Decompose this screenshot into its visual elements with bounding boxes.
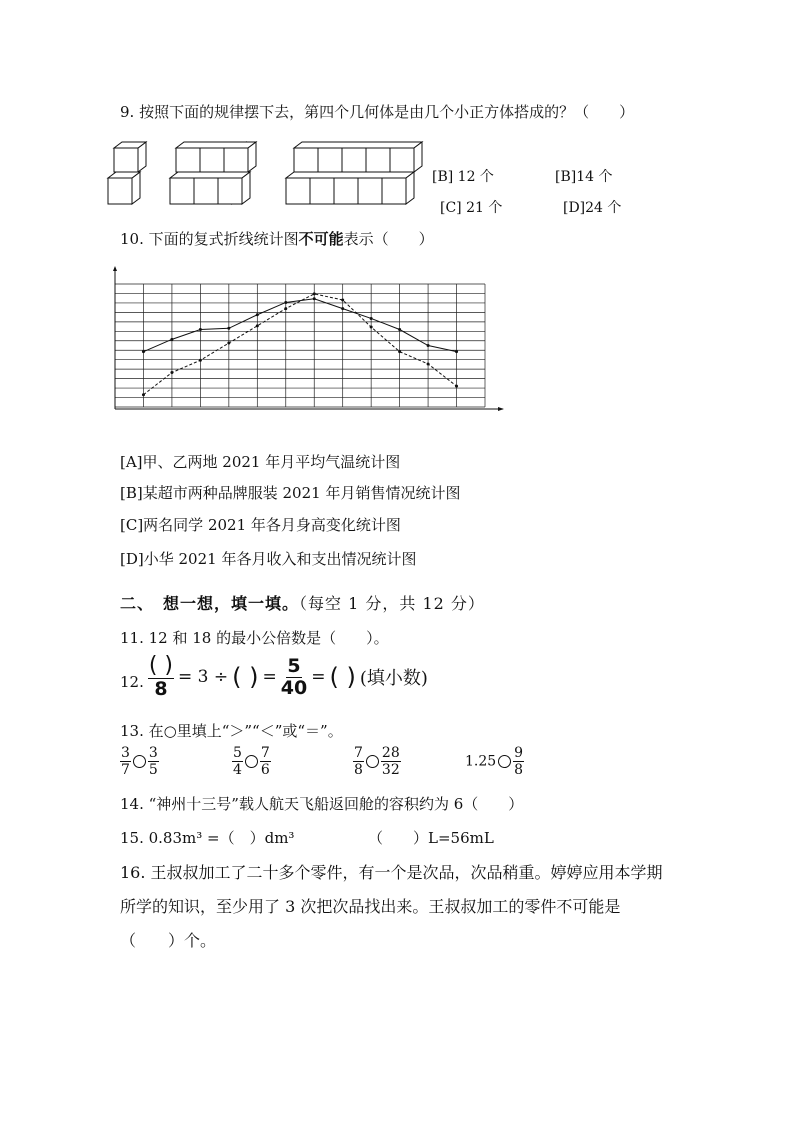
data-point bbox=[313, 292, 316, 295]
q12-note: (填小数) bbox=[359, 668, 428, 689]
q13-4-b-num: 9 bbox=[514, 745, 524, 761]
q12-label: 12. bbox=[120, 673, 144, 691]
q13-item-1 bbox=[120, 746, 159, 777]
q12-frac1-den: 8 bbox=[154, 678, 168, 700]
q13-1-b-den: 5 bbox=[148, 762, 158, 778]
data-point bbox=[256, 313, 259, 316]
q9-option-1[interactable]: [B] 12 个 bbox=[432, 169, 494, 185]
q13-2-a-den: 4 bbox=[233, 762, 242, 778]
q10-prefix: 10. 下面的复式折线统计图 bbox=[120, 230, 299, 248]
q12-fraction-2 bbox=[280, 654, 308, 699]
compare-circle-3[interactable] bbox=[366, 755, 379, 768]
data-point bbox=[284, 307, 287, 310]
q9-text: 9. 按照下面的规律摆下去，第四个几何体是由几个小正方体搭成的？（ ） bbox=[120, 103, 635, 121]
q12-frac1-num[interactable]: ( ) bbox=[148, 653, 174, 678]
data-point bbox=[142, 350, 145, 353]
q12-frac2-num: 5 bbox=[287, 654, 301, 677]
q16-line-3: （ ）个。 bbox=[120, 931, 217, 950]
q13-item-3 bbox=[353, 746, 401, 777]
q10-text bbox=[120, 228, 434, 249]
q10-suffix: 表示（ ） bbox=[343, 230, 434, 248]
data-point bbox=[398, 328, 401, 331]
q13-3-b-den: 32 bbox=[381, 762, 400, 778]
section-2-score: （每空 1 分，共 12 分） bbox=[299, 594, 485, 613]
q13-text: 13. 在○里填上“＞”“＜”或“＝”。 bbox=[120, 722, 343, 740]
section-2-title: 二、 想一想，填一填。 bbox=[120, 594, 300, 613]
data-point bbox=[256, 324, 259, 327]
q13-3-a-num: 7 bbox=[354, 745, 363, 761]
compare-circle-1[interactable] bbox=[133, 755, 146, 768]
data-point bbox=[427, 362, 430, 365]
q13-1-b-num: 3 bbox=[148, 745, 158, 761]
q12-blank-2[interactable]: ( ) bbox=[329, 663, 356, 691]
y-axis-arrow bbox=[113, 266, 117, 271]
data-point bbox=[284, 301, 287, 304]
q13-2-a-num: 5 bbox=[233, 745, 242, 761]
data-point bbox=[227, 327, 230, 330]
q13-3-a-den: 8 bbox=[354, 762, 363, 778]
q13-1-a-den: 7 bbox=[121, 762, 130, 778]
data-point bbox=[170, 338, 173, 341]
compound-line-chart bbox=[105, 262, 510, 417]
q12-eq2: = bbox=[262, 667, 277, 687]
q13-4-b-den: 8 bbox=[514, 762, 524, 778]
series-line-1 bbox=[143, 299, 456, 352]
q13-4-a: 1.25 bbox=[465, 753, 497, 770]
q12-blank-1[interactable]: ( ) bbox=[232, 663, 259, 691]
q9-cube-figures-main bbox=[0, 138, 440, 210]
q9-option-4[interactable]: [D]24 个 bbox=[563, 200, 622, 216]
q9-option-3[interactable]: [C] 21 个 bbox=[440, 200, 503, 216]
compare-circle-2[interactable] bbox=[245, 755, 258, 768]
q13-1-a-num: 3 bbox=[121, 745, 130, 761]
section-2-heading bbox=[120, 591, 485, 614]
q13-3-b-num: 28 bbox=[381, 745, 400, 761]
q10-option-a[interactable]: [A]甲、乙两地 2021 年月平均气温统计图 bbox=[120, 453, 401, 471]
q10-option-d[interactable]: [D]小华 2021 年各月收入和支出情况统计图 bbox=[120, 550, 417, 568]
data-point bbox=[398, 350, 401, 353]
data-point bbox=[455, 350, 458, 353]
q12-eq3: = bbox=[311, 667, 326, 687]
data-point bbox=[227, 342, 230, 345]
data-point bbox=[341, 307, 344, 310]
q13-item-2 bbox=[232, 746, 271, 777]
data-point bbox=[199, 328, 202, 331]
q10-bold: 不可能 bbox=[298, 230, 344, 248]
q15-part-1: 15. 0.83m³ =（ ）dm³ bbox=[120, 829, 295, 847]
x-axis-arrow bbox=[498, 407, 504, 411]
data-point bbox=[370, 326, 373, 329]
q12-eq1: = 3 ÷ bbox=[178, 667, 229, 687]
q12-fraction-1 bbox=[148, 655, 174, 699]
q16-line-2: 所学的知识，至少用了 3 次把次品找出来。王叔叔加工的零件不可能是 bbox=[120, 897, 621, 916]
series-line-2 bbox=[143, 294, 456, 395]
data-point bbox=[142, 393, 145, 396]
data-point bbox=[170, 371, 173, 374]
q10-option-b[interactable]: [B]某超市两种品牌服装 2021 年月销售情况统计图 bbox=[120, 484, 461, 502]
q12-row bbox=[120, 655, 428, 699]
q16-line-1: 16. 王叔叔加工了二十多个零件，有一个是次品，次品稍重。婷婷应用本学期 bbox=[120, 863, 663, 882]
data-point bbox=[370, 317, 373, 320]
data-point bbox=[455, 385, 458, 388]
q15-part-2: （ ）L=56mL bbox=[368, 829, 494, 847]
q12-frac2-den: 40 bbox=[280, 676, 308, 699]
q13-item-4 bbox=[465, 746, 524, 777]
data-point bbox=[199, 359, 202, 362]
q13-2-b-num: 7 bbox=[260, 745, 270, 761]
q10-option-c[interactable]: [C]两名同学 2021 年各月身高变化统计图 bbox=[120, 516, 401, 534]
q9-option-2[interactable]: [B]14 个 bbox=[555, 169, 613, 185]
data-point bbox=[313, 297, 316, 300]
compare-circle-4[interactable] bbox=[498, 755, 511, 768]
data-point bbox=[341, 298, 344, 301]
q11-text: 11. 12 和 18 的最小公倍数是（ ）。 bbox=[120, 629, 389, 647]
q13-2-b-den: 6 bbox=[260, 762, 270, 778]
data-point bbox=[427, 344, 430, 347]
q14-text: 14. “神州十三号”载人航天飞船返回舱的容积约为 6（ ） bbox=[120, 795, 524, 813]
